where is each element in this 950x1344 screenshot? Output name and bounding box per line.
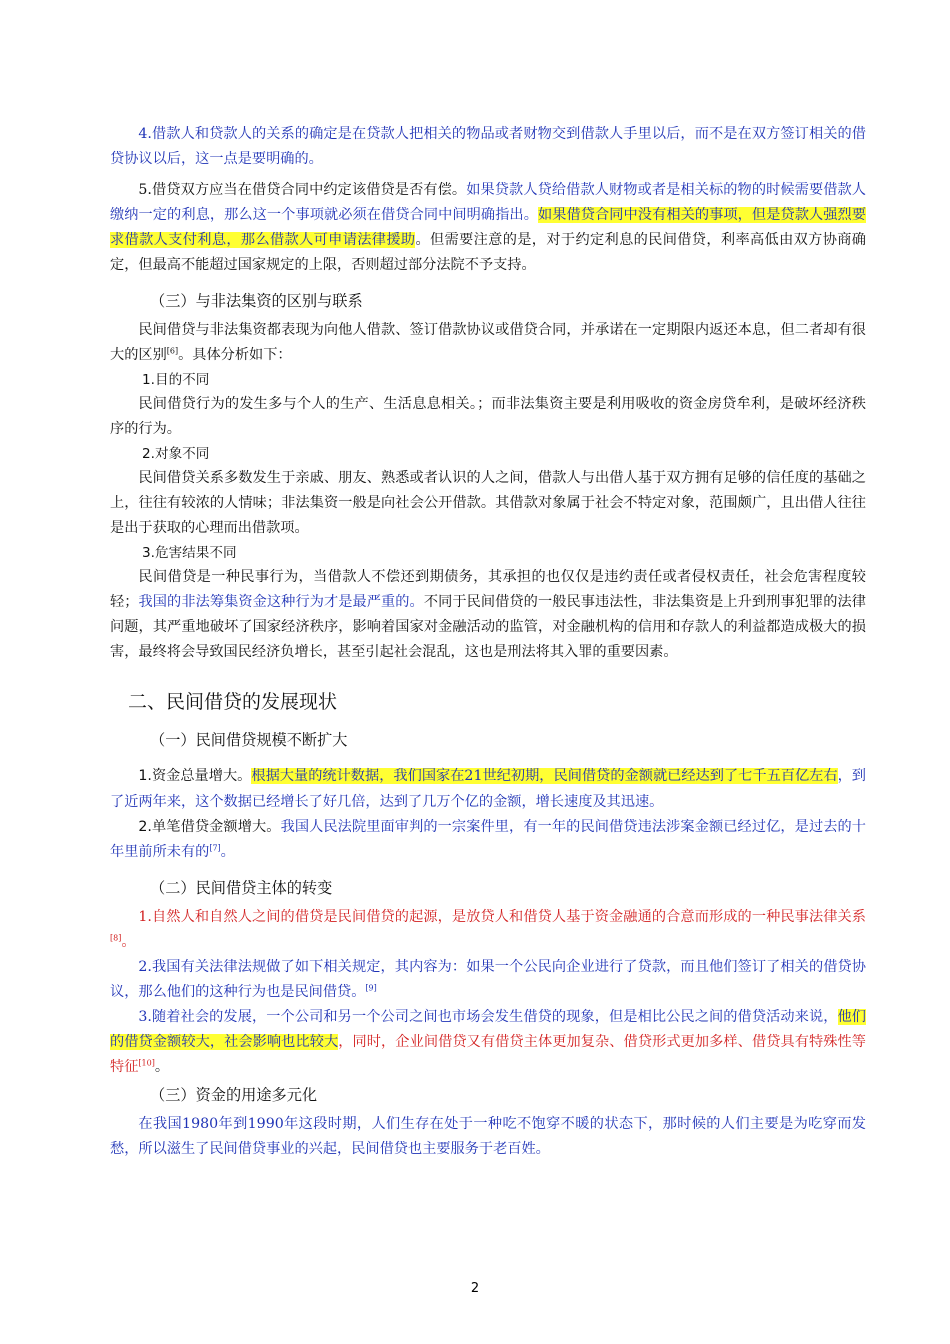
item-3-blue: 我国的非法筹集资金这种行为才是最严重的。: [138, 594, 424, 610]
citation-7: [7]: [209, 843, 221, 853]
citation-6: [6]: [166, 346, 179, 356]
item-1-text: 民间借贷行为的发生多与个人的生产、生活息息相关。；而非法集资主要是利用吸收的资金房贷牟利，是破坏经济秩序的行为。: [110, 396, 866, 437]
s2-p1-text: 1.自然人和自然人之间的借贷是民间借贷的起源，是放贷人和借贷人基于资金融通的合意而形成的一种民事法律关系: [138, 909, 866, 925]
paragraph-5-lead: 5.借贷双方应当在借贷合同中约定该借贷是否有偿。: [138, 182, 467, 198]
s2-p2-text: 2.我国有关法律法规做了如下相关规定，其内容为：如果一个公民向企业进行了贷款，而且他们签订了相关的借贷协议，那么他们的这种行为也是民间借贷。: [110, 959, 866, 1000]
section-heading-3: （三）与非法集资的区别与联系: [150, 292, 363, 310]
section-heading-2-1: （一）民间借贷规模不断扩大: [150, 731, 348, 749]
s1-p2-blue: 我国人民法院里面审判的一宗案件里，有一年的民间借贷违法涉案金额已经过亿，是过去的十年里前所未有的: [110, 819, 866, 860]
s2-paragraph-3: [110, 1005, 866, 1080]
citation-10: [10]: [138, 1058, 155, 1068]
paragraph-5: [110, 178, 866, 278]
item-2-title: 2.对象不同: [142, 446, 210, 462]
item-3-text: [110, 565, 866, 665]
s2-p3-highlight: 他们的借贷金额较大，社会影响也比较大: [110, 1009, 866, 1050]
s1-p2-lead: 2.单笔借贷金额增大。: [138, 819, 281, 835]
document-page: [110, 122, 866, 1162]
section-3-intro-end: 。具体分析如下：: [178, 347, 292, 363]
section-heading-2-3: （三）资金的用途多元化: [150, 1086, 318, 1104]
item-2-text: 民间借贷关系多数发生于亲戚、朋友、熟悉或者认识的人之间，借款人与出借人基于双方拥有足够的信任度的基础之上，往往有较浓的人情味；非法集资一般是向社会公开借款。其借款对象属于社会不特定对象，范围颇广，且出借人往往是出于获取的心理而出借款项。: [110, 470, 866, 536]
paragraph-4: [110, 122, 866, 172]
s1-paragraph-2: [110, 815, 866, 865]
paragraph-5-tail: 。但需要注意的是，对于约定利息的民间借贷，利率高低由双方协商确定，但最高不能超过国家规定的上限，否则超过部分法院不予支持。: [110, 232, 866, 273]
s2-p1-end: 。: [121, 934, 136, 950]
chapter-heading-2: 二、民间借贷的发展现状: [128, 691, 338, 713]
s1-p2-end: 。: [220, 844, 235, 860]
s1-p1-tail: ，到了近两年来，这个数据已经增长了好几倍，达到了几万个亿的金额，增长速度及其迅速。: [110, 768, 866, 810]
citation-9: [9]: [365, 983, 377, 993]
section-3-intro: [110, 318, 866, 368]
citation-8: [8]: [110, 933, 122, 943]
section-heading-2-2: （二）民间借贷主体的转变: [150, 879, 333, 897]
s2-p3-red: ，同时，企业间借贷又有借贷主体更加复杂、借贷形式更加多样、借贷具有特殊性等特征: [110, 1034, 866, 1075]
section-3-intro-text: 民间借贷与非法集资都表现为向他人借款、签订借款协议或借贷合同，并承诺在一定期限内返还本息，但二者却有很大的区别: [110, 322, 866, 363]
s1-p1-lead: 1.资金总量增大。: [138, 768, 252, 784]
item-3-lead: 民间借贷是一种民事行为，当借款人不偿还到期债务，其承担的也仅仅是违约责任或者侵权责任，社会危害程度较轻；: [110, 569, 866, 610]
item-1-title: 1.目的不同: [142, 372, 210, 388]
s2-p3-lead: 3.随着社会的发展，一个公司和另一个公司之间也市场会发生借贷的现象，但是相比公民之间的借贷活动来说，: [138, 1009, 838, 1025]
paragraph-5-highlight: 如果借贷合同中没有相关的事项，但是贷款人强烈要求借款人支付利息，那么借款人可申请法律援助: [110, 207, 866, 248]
s2-paragraph-1: [110, 905, 866, 955]
s1-p1-highlight: 根据大量的统计数据，我们国家在21世纪初期，民间借贷的金额就已经达到了七千五百亿左右: [251, 768, 838, 784]
s2-p3-end: 。: [154, 1059, 170, 1075]
item-3-tail: 不同于民间借贷的一般民事违法性，非法集资是上升到刑事犯罪的法律问题，其严重地破坏了国家经济秩序，影响着国家对金融活动的监管，对金融机构的信用和存款人的利益都造成极大的损害，最终将会导致国民经济负增长，甚至引起社会混乱，这也是刑法将其入罪的重要因素。: [110, 594, 866, 660]
s2-paragraph-2: [110, 955, 866, 1005]
s3-paragraph-1: 在我国1980年到1990年这段时期，人们生存在处于一种吃不饱穿不暖的状态下，那时候的人们主要是为吃穿而发愁，所以滋生了民间借贷事业的兴起，民间借贷也主要服务于老百姓。: [110, 1116, 866, 1157]
paragraph-5-blue: 如果贷款人贷给借款人财物或者是相关标的物的时候需要借款人缴纳一定的利息，那么这一个事项就必须在借贷合同中间明确指出。: [110, 182, 866, 223]
paragraph-4-text: 4.借款人和贷款人的关系的确定是在贷款人把相关的物品或者财物交到借款人手里以后，而不是在双方签订相关的借贷协议以后，这一点是要明确的。: [110, 126, 866, 167]
page-number: 2: [470, 1281, 480, 1296]
s1-paragraph-1: [110, 763, 866, 815]
item-3-title: 3.危害结果不同: [142, 545, 237, 561]
